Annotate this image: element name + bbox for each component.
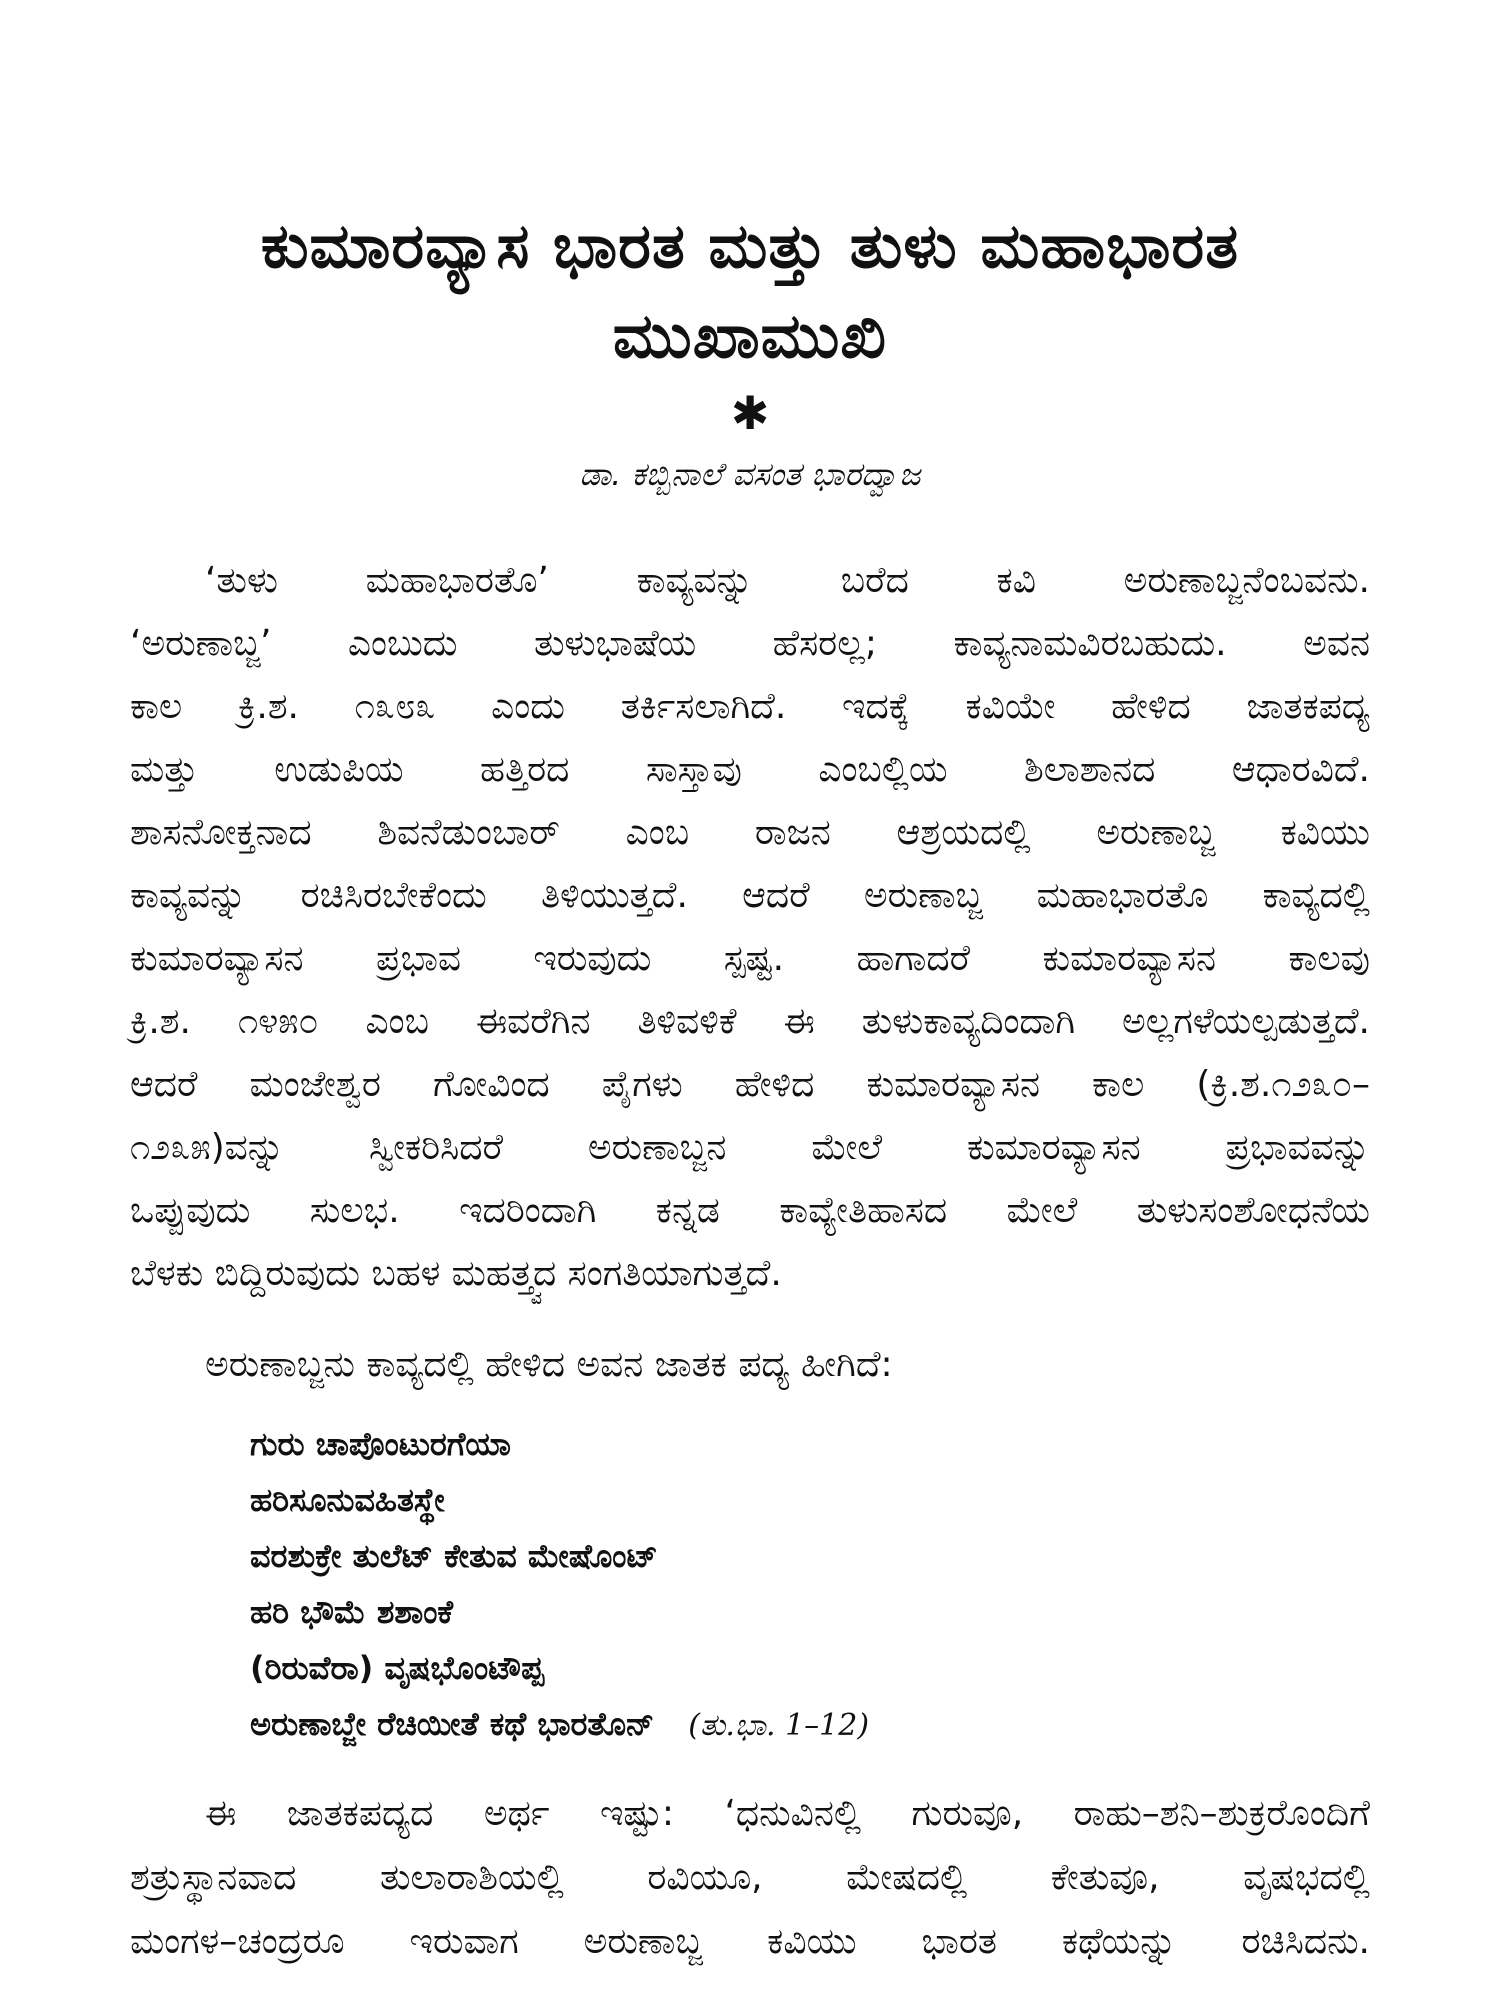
paragraph-1-line: ಆದರೆ ಮಂಜೇಶ್ವರ ಗೋವಿಂದ ಪೈಗಳು ಹೇಳಿದ ಕುಮಾರವ್ಯಾಸನ ಕಾಲ (ಕ್ರಿ.ಶ.೧೨೩೦– (130, 1064, 1370, 1105)
verse-line: ವರಶುಕ್ರೇ ತುಲೆಟ್ ಕೇತುವ ಮೇಷೊಂಟ್ (250, 1537, 658, 1575)
paragraph-1-line: ಕುಮಾರವ್ಯಾಸನ ಪ್ರಭಾವ ಇರುವುದು ಸ್ಪಷ್ಟ. ಹಾಗಾದರೆ ಕುಮಾರವ್ಯಾಸನ ಕಾಲವು (130, 938, 1370, 979)
paragraph-1-line: ಮತ್ತು ಉಡುಪಿಯ ಹತ್ತಿರದ ಸಾಸ್ತಾವು ಎಂಬಲ್ಲಿಯ ಶಿಲಾಶಾನದ ಆಧಾರವಿದೆ. (130, 749, 1370, 790)
paragraph-1-line: ಬೆಳಕು ಬಿದ್ದಿರುವುದು ಬಹಳ ಮಹತ್ತ್ವದ ಸಂಗತಿಯಾಗುತ್ತದೆ. (130, 1253, 782, 1294)
author-byline: ಡಾ. ಕಬ್ಬಿನಾಲೆ ವಸಂತ ಭಾರದ್ವಾಜ (579, 455, 921, 493)
paragraph-1-line: ‘ಅರುಣಾಬ್ಜ’ ಎಂಬುದು ತುಳುಭಾಷೆಯ ಹೆಸರಲ್ಲ; ಕಾವ್ಯನಾಮವಿರಬಹುದು. ಅವನ (130, 623, 1370, 664)
asterisk-ornament-icon: ✱ (730, 386, 770, 440)
paragraph-1-line: ೧೨೩೫)ವನ್ನು ಸ್ವೀಕರಿಸಿದರೆ ಅರುಣಾಬ್ಜನ ಮೇಲೆ ಕುಮಾರವ್ಯಾಸನ ಪ್ರಭಾವವನ್ನು (130, 1127, 1370, 1168)
verse-line: ಗುರು ಚಾಪೊಂಟುರಗೆಯಾ (250, 1425, 511, 1463)
page-title-line-1: ಕುಮಾರವ್ಯಾಸ ಭಾರತ ಮತ್ತು ತುಳು ಮಹಾಭಾರತ (260, 209, 1240, 282)
verse-line: ಹರಿಸೂನುವಹಿತಸ್ಥೇ (250, 1481, 445, 1519)
page-title-line-2: ಮುಖಾಮುಖಿ (612, 299, 888, 372)
paragraph-1-line: ಕಾವ್ಯವನ್ನು ರಚಿಸಿರಬೇಕೆಂದು ತಿಳಿಯುತ್ತದೆ. ಆದರೆ ಅರುಣಾಬ್ಜ ಮಹಾಭಾರತೊ ಕಾವ್ಯದಲ್ಲಿ (130, 875, 1370, 916)
paragraph-1-line: ಶಾಸನೋಕ್ತನಾದ ಶಿವನೆಡುಂಬಾರ್ ಎಂಬ ರಾಜನ ಆಶ್ರಯದಲ್ಲಿ ಅರುಣಾಬ್ಜ ಕವಿಯು (130, 812, 1370, 853)
paragraph-1-line: ‘ತುಳು ಮಹಾಭಾರತೊ’ ಕಾವ್ಯವನ್ನು ಬರೆದ ಕವಿ ಅರುಣಾಬ್ಜನೆಂಬವನು. (205, 560, 1370, 601)
verse-line: ಹರಿ ಭೌಮೆ ಶಶಾಂಕೆ (250, 1593, 454, 1631)
verse-line-text: ಅರುಣಾಬ್ಜೇ ರೆಚಿಯೀತೆ ಕಥೆ ಭಾರತೊನ್ (250, 1705, 655, 1743)
paragraph-3-line: ಮಂಗಳ–ಚಂದ್ರರೂ ಇರುವಾಗ ಅರುಣಾಬ್ಜ ಕವಿಯು ಭಾರತ ಕಥೆಯನ್ನು ರಚಿಸಿದನು. (130, 1921, 1370, 1962)
paragraph-3-line: ಈ ಜಾತಕಪದ್ಯದ ಅರ್ಥ ಇಷ್ಟು: ‘ಧನುವಿನಲ್ಲಿ ಗುರುವೂ, ರಾಹು–ಶನಿ–ಶುಕ್ರರೊಂದಿಗೆ (205, 1793, 1370, 1834)
verse-reference: (ತು.ಭಾ. 1–12) (688, 1708, 870, 1743)
paragraph-3-line: ಶತ್ರುಸ್ಥಾನವಾದ ತುಲಾರಾಶಿಯಲ್ಲಿ ರವಿಯೂ, ಮೇಷದಲ್ಲಿ ಕೇತುವೂ, ವೃಷಭದಲ್ಲಿ (130, 1857, 1370, 1898)
paragraph-1-line: ಒಪ್ಪುವುದು ಸುಲಭ. ಇದರಿಂದಾಗಿ ಕನ್ನಡ ಕಾವ್ಯೇತಿಹಾಸದ ಮೇಲೆ ತುಳುಸಂಶೋಧನೆಯ (130, 1190, 1370, 1231)
paragraph-1-line: ಕ್ರಿ.ಶ. ೧೪೫೦ ಎಂಬ ಈವರೆಗಿನ ತಿಳಿವಳಿಕೆ ಈ ತುಳುಕಾವ್ಯದಿಂದಾಗಿ ಅಲ್ಲಗಳೆಯಲ್ಪಡುತ್ತದೆ. (130, 1001, 1370, 1042)
verse-line-last (250, 1705, 870, 1743)
verse-line: (ರಿರುವೆರಾ) ವೃಷಭೊಂಟೌಪ್ಪ (250, 1649, 545, 1687)
paragraph-2-line: ಅರುಣಾಬ್ಜನು ಕಾವ್ಯದಲ್ಲಿ ಹೇಳಿದ ಅವನ ಜಾತಕ ಪದ್ಯ ಹೀಗಿದೆ: (205, 1344, 893, 1385)
paragraph-1-line: ಕಾಲ ಕ್ರಿ.ಶ. ೧೩೮೩ ಎಂದು ತರ್ಕಿಸಲಾಗಿದೆ. ಇದಕ್ಕೆ ಕವಿಯೇ ಹೇಳಿದ ಜಾತಕಪದ್ಯ (130, 686, 1370, 727)
